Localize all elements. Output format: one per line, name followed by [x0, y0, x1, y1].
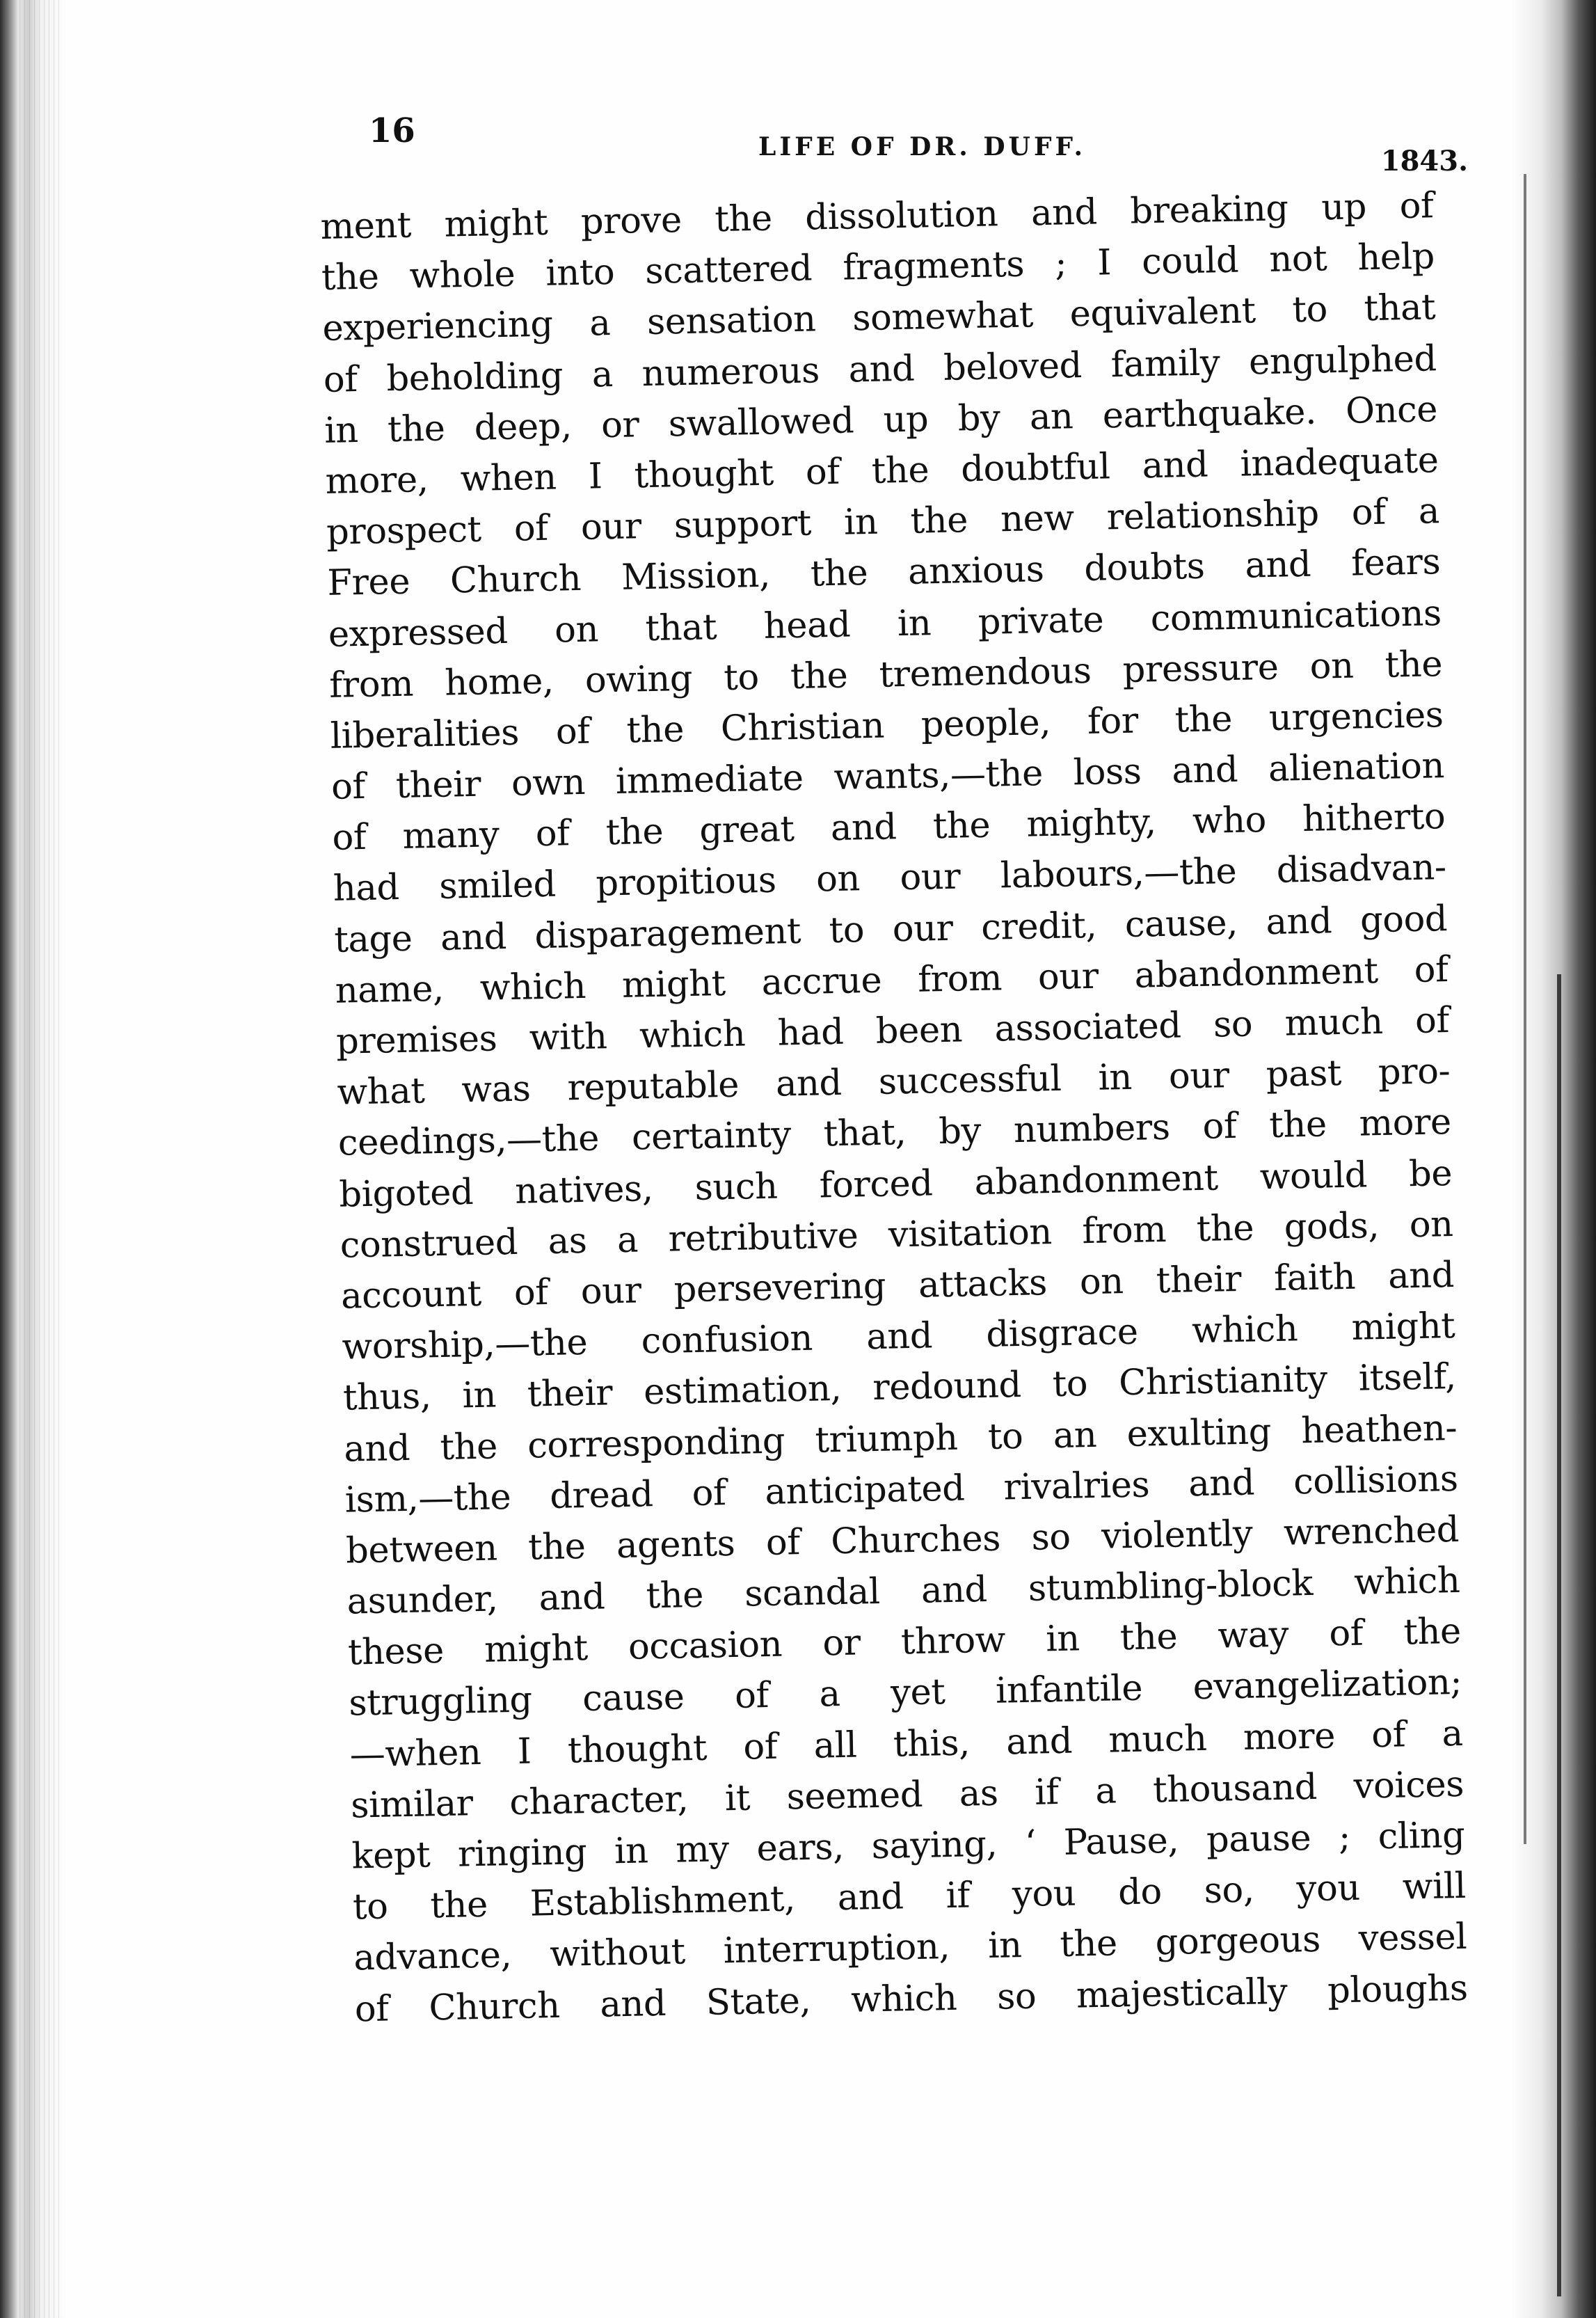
text-line: ism,—the dread of anticipated rivalries and collisions — [344, 1458, 1459, 1521]
text-line: name, which might accrue from our abandonment of — [335, 948, 1449, 1012]
text-line: of Church and State, which so majestically ploughs — [354, 1967, 1469, 2031]
text-line: construed as a retributive visitation from the gods, on — [340, 1203, 1454, 1267]
text-line: these might occasion or throw in the way of the — [347, 1611, 1462, 1674]
page-number: 16 — [369, 111, 415, 150]
text-line: bigoted natives, such forced abandonment would be — [338, 1152, 1453, 1216]
text-line: of beholding a numerous and beloved family engulphed — [323, 338, 1437, 401]
text-line: thus, in their estimation, redound to Christianity itself, — [342, 1356, 1457, 1419]
text-line: liberalities of the Christian people, for the urgencies — [330, 694, 1444, 757]
text-line: of many of the great and the mighty, who hitherto — [331, 796, 1446, 859]
text-line: account of our persevering attacks on their faith and — [340, 1254, 1455, 1317]
text-line: expressed on that head in private communications — [328, 592, 1442, 656]
text-line: struggling cause of a yet infantile evangelization; — [348, 1662, 1462, 1725]
right-page-fold — [1524, 174, 1526, 1844]
text-line: advance, without interruption, in the gorgeous vessel — [353, 1916, 1467, 1979]
text-line: premises with which had been associated so much of — [335, 1000, 1450, 1063]
header-year: 1843. — [1380, 145, 1468, 177]
text-line: the whole into scattered fragments ; I could not help — [321, 236, 1435, 299]
text-line: and the corresponding triumph to an exulting heathen- — [343, 1407, 1458, 1470]
text-line: of their own immediate wants,—the loss and alienation — [330, 745, 1445, 808]
text-line: more, when I thought of the doubtful and inadequate — [325, 440, 1439, 502]
text-line: ment might prove the dissolution and breaking up of — [320, 185, 1434, 248]
text-line: between the agents of Churches so violently wrenched — [345, 1509, 1460, 1572]
text-line: —when I thought of all this, and much more of a — [349, 1713, 1464, 1776]
text-line: similar character, it seemed as if a thousand voices — [350, 1763, 1465, 1827]
text-line: kept ringing in my ears, saying, ‘ Pause, pause ; cling — [351, 1814, 1465, 1878]
text-line: experiencing a sensation somewhat equivalent to that — [321, 287, 1436, 350]
text-line: to the Establishment, and if you do so, you will — [352, 1866, 1467, 1928]
text-line: ceedings,—the certainty that, by numbers of the more — [337, 1102, 1452, 1165]
text-line: tage and disparagement to our credit, cause, and good — [333, 898, 1448, 961]
text-line: what was reputable and successful in our past pro- — [337, 1051, 1451, 1113]
text-line: worship,—the confusion and disgrace which might — [342, 1305, 1455, 1368]
text-line: prospect of our support in the new relationship of a — [326, 491, 1440, 554]
running-header — [369, 111, 1468, 177]
text-line: had smiled propitious on our labours,—the disadvan- — [333, 847, 1447, 910]
body-text — [320, 180, 1468, 2035]
text-line: from home, owing to the tremendous pressure on the — [328, 643, 1443, 706]
right-page-shadow — [1557, 974, 1561, 2296]
text-line: Free Church Mission, the anxious doubts and fears — [326, 541, 1441, 605]
text-line: asunder, and the scandal and stumbling-block which — [346, 1559, 1460, 1623]
left-page-stack — [19, 0, 61, 2318]
text-line: in the deep, or swallowed up by an earthquake. Once — [324, 388, 1438, 452]
running-title: LIFE OF DR. DUFF. — [758, 132, 1086, 161]
